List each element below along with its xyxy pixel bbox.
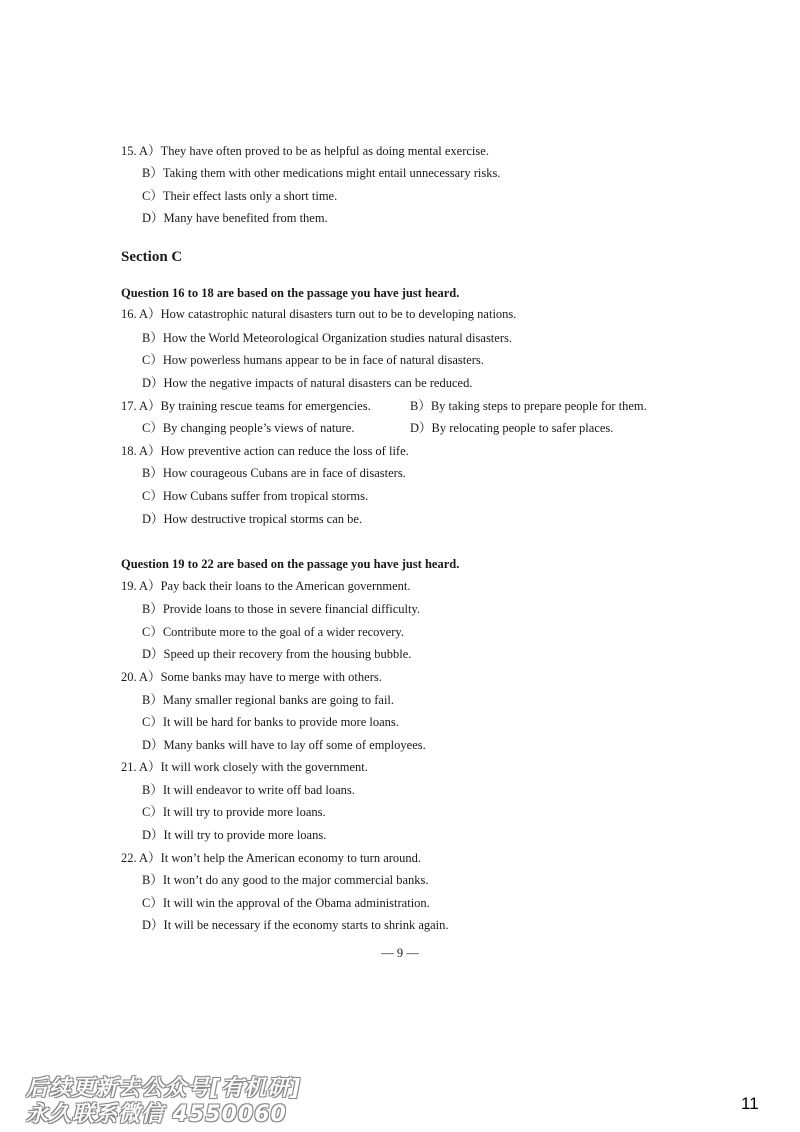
q15-option-d: D）Many have benefited from them.	[142, 211, 328, 225]
q15-option-a: 15. A）They have often proved to be as helpful as doing mental exercise.	[121, 144, 489, 158]
q21-option-c: C）It will try to provide more loans.	[142, 805, 326, 819]
watermark-line-1: 后续更新去公众号[有机研]	[26, 1076, 302, 1101]
q21-option-b: B）It will endeavor to write off bad loans.	[142, 783, 355, 797]
q17-option-c: C）By changing people’s views of nature.	[142, 421, 355, 435]
group1-heading: Question 16 to 18 are based on the passage you have just heard.	[121, 286, 460, 300]
q22-option-c: C）It will win the approval of the Obama administration.	[142, 896, 430, 910]
q16-option-c: C）How powerless humans appear to be in face of natural disasters.	[142, 353, 484, 367]
q21-option-d: D）It will try to provide more loans.	[142, 828, 327, 842]
q18-option-d: D）How destructive tropical storms can be.	[142, 512, 363, 526]
q19-option-b: B）Provide loans to those in severe financial difficulty.	[142, 602, 421, 616]
q15-option-b: B）Taking them with other medications might entail unnecessary risks.	[142, 166, 501, 180]
section-title: Section C	[121, 249, 183, 265]
group2-heading: Question 19 to 22 are based on the passage you have just heard.	[121, 557, 460, 571]
q16-option-b: B）How the World Meteorological Organization studies natural disasters.	[142, 331, 512, 345]
q21-option-a: 21. A）It will work closely with the government.	[121, 760, 368, 774]
q18-option-b: B）How courageous Cubans are in face of disasters.	[142, 466, 406, 480]
q16-option-a: 16. A）How catastrophic natural disasters turn out to be to developing nations.	[121, 307, 517, 321]
q22-option-a: 22. A）It won’t help the American economy to turn around.	[121, 851, 422, 865]
q17-option-d: D）By relocating people to safer places.	[410, 421, 614, 435]
watermark-line-2: 永久联系微信 4550060	[26, 1102, 287, 1127]
q19-option-d: D）Speed up their recovery from the housing bubble.	[142, 647, 412, 661]
page-number: — 9 —	[381, 946, 419, 960]
corner-page-number: 11	[741, 1094, 759, 1113]
q15-option-c: C）Their effect lasts only a short time.	[142, 189, 338, 203]
q16-option-d: D）How the negative impacts of natural disasters can be reduced.	[142, 376, 473, 390]
q19-option-a: 19. A）Pay back their loans to the American government.	[121, 579, 411, 593]
q17-option-b: B）By taking steps to prepare people for them.	[410, 399, 647, 413]
q18-option-a: 18. A）How preventive action can reduce the loss of life.	[121, 444, 409, 458]
watermark	[26, 1076, 301, 1128]
q19-option-c: C）Contribute more to the goal of a wider recovery.	[142, 625, 404, 639]
q17-option-a: 17. A）By training rescue teams for emergencies.	[121, 399, 371, 413]
q20-option-d: D）Many banks will have to lay off some of employees.	[142, 738, 426, 752]
q20-option-c: C）It will be hard for banks to provide more loans.	[142, 715, 399, 729]
q20-option-a: 20. A）Some banks may have to merge with others.	[121, 670, 382, 684]
q22-option-d: D）It will be necessary if the economy starts to shrink again.	[142, 918, 449, 932]
q22-option-b: B）It won’t do any good to the major commercial banks.	[142, 873, 429, 887]
q18-option-c: C）How Cubans suffer from tropical storms.	[142, 489, 369, 503]
q20-option-b: B）Many smaller regional banks are going to fail.	[142, 693, 395, 707]
